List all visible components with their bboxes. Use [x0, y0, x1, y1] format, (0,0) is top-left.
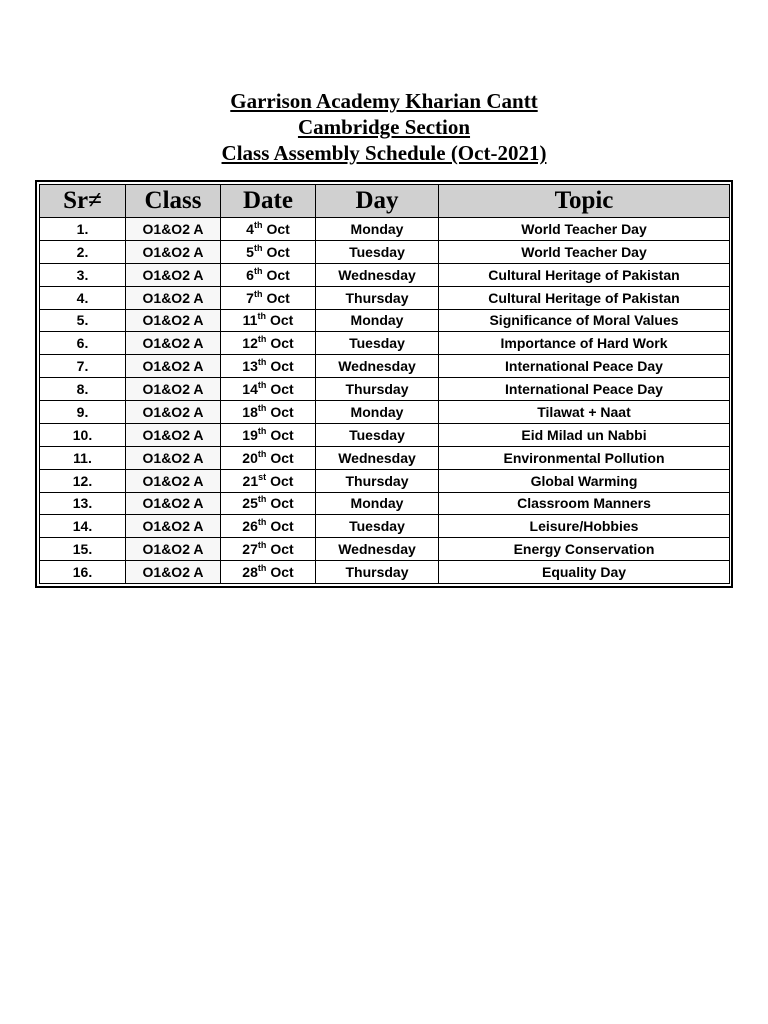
date-day-number: 28: [242, 564, 258, 581]
date-day-number: 6: [246, 266, 254, 283]
table-row: [40, 332, 730, 355]
day-cell: Monday: [316, 309, 439, 332]
table-row: [40, 515, 730, 538]
schedule-table-frame: [35, 180, 733, 588]
table-row: [40, 286, 730, 309]
date-month: Oct: [270, 541, 294, 558]
day-cell: Thursday: [316, 286, 439, 309]
topic-cell: Eid Milad un Nabbi: [439, 423, 730, 446]
column-header-topic: Topic: [439, 185, 730, 218]
day-cell: Monday: [316, 218, 439, 241]
table-row: [40, 240, 730, 263]
class-cell: O1&O2 A: [126, 401, 221, 424]
class-cell: O1&O2 A: [126, 240, 221, 263]
date-suffix: th: [257, 334, 267, 345]
date-month: Oct: [270, 335, 294, 352]
topic-cell: International Peace Day: [439, 355, 730, 378]
class-cell: O1&O2 A: [126, 538, 221, 561]
date-day-number: 25: [242, 495, 258, 512]
date-suffix: st: [258, 471, 267, 482]
date-suffix: th: [257, 425, 267, 436]
date-day-number: 20: [242, 449, 258, 466]
date-month: Oct: [270, 518, 294, 535]
schedule-table: [39, 184, 730, 584]
class-cell: O1&O2 A: [126, 332, 221, 355]
date-day-number: 5: [246, 243, 254, 260]
date-day-number: 19: [242, 426, 258, 443]
date-cell: [221, 469, 316, 492]
date-cell: [221, 309, 316, 332]
day-cell: Monday: [316, 492, 439, 515]
date-day-number: 11: [242, 312, 258, 329]
day-cell: Wednesday: [316, 446, 439, 469]
date-month: Oct: [270, 472, 294, 489]
day-cell: Thursday: [316, 469, 439, 492]
column-header-day: Day: [316, 185, 439, 218]
sr-cell: 10.: [40, 423, 126, 446]
date-cell: [221, 401, 316, 424]
topic-cell: International Peace Day: [439, 378, 730, 401]
day-cell: Tuesday: [316, 423, 439, 446]
date-month: Oct: [270, 426, 294, 443]
table-row: [40, 355, 730, 378]
section-name: Cambridge Section: [297, 115, 471, 139]
date-day-number: 18: [242, 403, 258, 420]
date-suffix: th: [257, 494, 267, 505]
date-cell: [221, 355, 316, 378]
school-name: Garrison Academy Kharian Cantt: [230, 89, 538, 113]
date-suffix: th: [253, 219, 263, 230]
date-cell: [221, 446, 316, 469]
sr-cell: 4.: [40, 286, 126, 309]
table-row: [40, 218, 730, 241]
date-suffix: th: [253, 265, 263, 276]
topic-cell: Equality Day: [439, 561, 730, 584]
date-month: Oct: [266, 220, 290, 237]
topic-cell: Global Warming: [439, 469, 730, 492]
class-cell: O1&O2 A: [126, 423, 221, 446]
topic-cell: Leisure/Hobbies: [439, 515, 730, 538]
date-cell: [221, 378, 316, 401]
day-cell: Wednesday: [316, 263, 439, 286]
table-row: [40, 492, 730, 515]
date-cell: [221, 286, 316, 309]
column-header-sr: Sr≠: [40, 185, 126, 218]
date-suffix: th: [253, 242, 263, 253]
class-cell: O1&O2 A: [126, 492, 221, 515]
date-cell: [221, 263, 316, 286]
sr-cell: 7.: [40, 355, 126, 378]
day-cell: Thursday: [316, 561, 439, 584]
sr-cell: 3.: [40, 263, 126, 286]
table-row: [40, 263, 730, 286]
day-cell: Tuesday: [316, 515, 439, 538]
date-cell: [221, 240, 316, 263]
date-suffix: th: [257, 563, 267, 574]
day-cell: Wednesday: [316, 355, 439, 378]
date-month: Oct: [266, 243, 290, 260]
table-row: [40, 561, 730, 584]
date-suffix: th: [257, 540, 267, 551]
sr-cell: 15.: [40, 538, 126, 561]
sr-cell: 11.: [40, 446, 126, 469]
day-cell: Thursday: [316, 378, 439, 401]
date-suffix: th: [257, 517, 267, 528]
date-month: Oct: [270, 403, 294, 420]
date-month: Oct: [269, 312, 294, 329]
topic-cell: Cultural Heritage of Pakistan: [439, 286, 730, 309]
topic-cell: World Teacher Day: [439, 240, 730, 263]
topic-cell: Importance of Hard Work: [439, 332, 730, 355]
date-day-number: 26: [242, 518, 258, 535]
sr-cell: 1.: [40, 218, 126, 241]
date-day-number: 21: [242, 472, 259, 489]
date-cell: [221, 492, 316, 515]
date-day-number: 7: [246, 289, 254, 306]
sr-cell: 14.: [40, 515, 126, 538]
date-month: Oct: [270, 381, 294, 398]
topic-cell: Significance of Moral Values: [439, 309, 730, 332]
class-cell: O1&O2 A: [126, 515, 221, 538]
date-suffix: th: [257, 380, 267, 391]
class-cell: O1&O2 A: [126, 561, 221, 584]
date-suffix: th: [257, 448, 267, 459]
day-cell: Tuesday: [316, 332, 439, 355]
topic-cell: Cultural Heritage of Pakistan: [439, 263, 730, 286]
class-cell: O1&O2 A: [126, 446, 221, 469]
table-row: [40, 469, 730, 492]
date-cell: [221, 538, 316, 561]
date-month: Oct: [270, 358, 294, 375]
class-cell: O1&O2 A: [126, 263, 221, 286]
topic-cell: Tilawat + Naat: [439, 401, 730, 424]
sr-cell: 12.: [40, 469, 126, 492]
date-day-number: 4: [246, 220, 254, 237]
topic-cell: Environmental Pollution: [439, 446, 730, 469]
table-row: [40, 378, 730, 401]
class-cell: O1&O2 A: [126, 218, 221, 241]
date-month: Oct: [270, 449, 294, 466]
date-month: Oct: [270, 495, 294, 512]
sr-cell: 16.: [40, 561, 126, 584]
class-cell: O1&O2 A: [126, 355, 221, 378]
date-month: Oct: [266, 266, 290, 283]
table-row: [40, 538, 730, 561]
date-month: Oct: [270, 564, 294, 581]
date-day-number: 13: [242, 358, 258, 375]
date-cell: [221, 561, 316, 584]
sr-cell: 8.: [40, 378, 126, 401]
date-cell: [221, 218, 316, 241]
date-day-number: 27: [242, 541, 258, 558]
sr-cell: 5.: [40, 309, 126, 332]
date-month: Oct: [266, 289, 290, 306]
date-day-number: 12: [242, 335, 258, 352]
date-cell: [221, 332, 316, 355]
table-row: [40, 401, 730, 424]
sr-cell: 6.: [40, 332, 126, 355]
table-body: [40, 218, 730, 584]
table-row: [40, 446, 730, 469]
class-cell: O1&O2 A: [126, 469, 221, 492]
table-header-row: [40, 185, 730, 218]
topic-cell: Classroom Manners: [439, 492, 730, 515]
document-heading: [0, 88, 768, 166]
date-suffix: th: [257, 357, 267, 368]
date-suffix: th: [257, 311, 266, 322]
day-cell: Monday: [316, 401, 439, 424]
topic-cell: Energy Conservation: [439, 538, 730, 561]
class-cell: O1&O2 A: [126, 309, 221, 332]
schedule-title: Class Assembly Schedule (Oct-2021): [221, 141, 547, 165]
column-header-class: Class: [126, 185, 221, 218]
sr-cell: 2.: [40, 240, 126, 263]
sr-cell: 13.: [40, 492, 126, 515]
date-day-number: 14: [242, 381, 258, 398]
sr-cell: 9.: [40, 401, 126, 424]
topic-cell: World Teacher Day: [439, 218, 730, 241]
day-cell: Tuesday: [316, 240, 439, 263]
table-row: [40, 423, 730, 446]
class-cell: O1&O2 A: [126, 286, 221, 309]
date-cell: [221, 515, 316, 538]
day-cell: Wednesday: [316, 538, 439, 561]
date-suffix: th: [253, 288, 263, 299]
date-suffix: th: [257, 402, 267, 413]
table-row: [40, 309, 730, 332]
class-cell: O1&O2 A: [126, 378, 221, 401]
date-cell: [221, 423, 316, 446]
column-header-date: Date: [221, 185, 316, 218]
